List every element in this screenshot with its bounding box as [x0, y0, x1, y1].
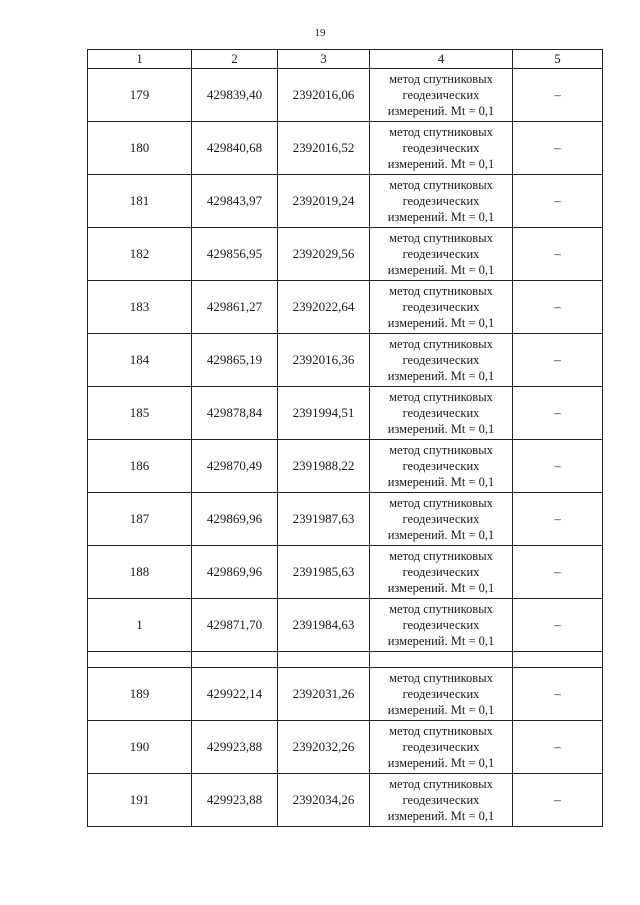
x-coordinate-cell: 429839,40	[192, 69, 278, 122]
point-number-cell: 181	[88, 175, 192, 228]
table-row	[88, 546, 603, 599]
x-coordinate-cell: 429923,88	[192, 774, 278, 827]
x-coordinate-cell: 429865,19	[192, 334, 278, 387]
table-row	[88, 387, 603, 440]
empty-cell	[192, 652, 278, 668]
note-cell: –	[513, 774, 603, 827]
y-coordinate-cell: 2392032,26	[278, 721, 370, 774]
method-cell: метод спутниковых геодезических измерений. Mt = 0,1	[370, 721, 513, 774]
method-cell: метод спутниковых геодезических измерений. Mt = 0,1	[370, 387, 513, 440]
x-coordinate-cell: 429869,96	[192, 493, 278, 546]
y-coordinate-cell: 2392022,64	[278, 281, 370, 334]
method-cell: метод спутниковых геодезических измерений. Mt = 0,1	[370, 493, 513, 546]
empty-cell	[278, 652, 370, 668]
point-number-cell: 188	[88, 546, 192, 599]
point-number-cell: 191	[88, 774, 192, 827]
note-cell: –	[513, 175, 603, 228]
point-number-cell: 186	[88, 440, 192, 493]
empty-cell	[513, 652, 603, 668]
note-cell: –	[513, 122, 603, 175]
table-row	[88, 281, 603, 334]
note-cell: –	[513, 599, 603, 652]
empty-cell	[370, 652, 513, 668]
point-number-cell: 187	[88, 493, 192, 546]
table-header-row	[88, 50, 603, 69]
x-coordinate-cell: 429923,88	[192, 721, 278, 774]
empty-cell	[88, 652, 192, 668]
note-cell: –	[513, 440, 603, 493]
note-cell: –	[513, 228, 603, 281]
point-number-cell: 185	[88, 387, 192, 440]
x-coordinate-cell: 429856,95	[192, 228, 278, 281]
table-row	[88, 599, 603, 652]
point-number-cell: 184	[88, 334, 192, 387]
column-header: 3	[278, 50, 370, 69]
table-row	[88, 334, 603, 387]
table-row	[88, 69, 603, 122]
method-cell: метод спутниковых геодезических измерений. Mt = 0,1	[370, 668, 513, 721]
method-cell: метод спутниковых геодезических измерений. Mt = 0,1	[370, 175, 513, 228]
method-cell: метод спутниковых геодезических измерений. Mt = 0,1	[370, 281, 513, 334]
table-row	[88, 668, 603, 721]
point-number-cell: 190	[88, 721, 192, 774]
point-number-cell: 182	[88, 228, 192, 281]
y-coordinate-cell: 2391987,63	[278, 493, 370, 546]
y-coordinate-cell: 2391985,63	[278, 546, 370, 599]
table-row	[88, 122, 603, 175]
x-coordinate-cell: 429869,96	[192, 546, 278, 599]
note-cell: –	[513, 493, 603, 546]
method-cell: метод спутниковых геодезических измерений. Mt = 0,1	[370, 774, 513, 827]
method-cell: метод спутниковых геодезических измерений. Mt = 0,1	[370, 599, 513, 652]
method-cell: метод спутниковых геодезических измерений. Mt = 0,1	[370, 334, 513, 387]
note-cell: –	[513, 69, 603, 122]
y-coordinate-cell: 2392016,36	[278, 334, 370, 387]
y-coordinate-cell: 2391984,63	[278, 599, 370, 652]
page-number: 19	[314, 27, 326, 39]
point-number-cell: 180	[88, 122, 192, 175]
x-coordinate-cell: 429843,97	[192, 175, 278, 228]
coordinates-table	[87, 49, 603, 827]
x-coordinate-cell: 429878,84	[192, 387, 278, 440]
column-header: 2	[192, 50, 278, 69]
y-coordinate-cell: 2392016,52	[278, 122, 370, 175]
point-number-cell: 1	[88, 599, 192, 652]
y-coordinate-cell: 2392034,26	[278, 774, 370, 827]
y-coordinate-cell: 2391988,22	[278, 440, 370, 493]
y-coordinate-cell: 2392016,06	[278, 69, 370, 122]
table-row	[88, 440, 603, 493]
method-cell: метод спутниковых геодезических измерений. Mt = 0,1	[370, 122, 513, 175]
note-cell: –	[513, 546, 603, 599]
table-body	[88, 69, 603, 827]
note-cell: –	[513, 334, 603, 387]
note-cell: –	[513, 281, 603, 334]
method-cell: метод спутниковых геодезических измерений. Mt = 0,1	[370, 228, 513, 281]
y-coordinate-cell: 2392019,24	[278, 175, 370, 228]
note-cell: –	[513, 668, 603, 721]
table-row	[88, 493, 603, 546]
method-cell: метод спутниковых геодезических измерений. Mt = 0,1	[370, 440, 513, 493]
x-coordinate-cell: 429840,68	[192, 122, 278, 175]
method-cell: метод спутниковых геодезических измерений. Mt = 0,1	[370, 546, 513, 599]
table-row	[88, 175, 603, 228]
y-coordinate-cell: 2391994,51	[278, 387, 370, 440]
table-row	[88, 721, 603, 774]
table-row	[88, 774, 603, 827]
y-coordinate-cell: 2392029,56	[278, 228, 370, 281]
method-cell: метод спутниковых геодезических измерений. Mt = 0,1	[370, 69, 513, 122]
column-header: 4	[370, 50, 513, 69]
separator-row	[88, 652, 603, 668]
point-number-cell: 183	[88, 281, 192, 334]
point-number-cell: 189	[88, 668, 192, 721]
x-coordinate-cell: 429870,49	[192, 440, 278, 493]
point-number-cell: 179	[88, 69, 192, 122]
note-cell: –	[513, 387, 603, 440]
x-coordinate-cell: 429922,14	[192, 668, 278, 721]
note-cell: –	[513, 721, 603, 774]
table-row	[88, 228, 603, 281]
column-header: 5	[513, 50, 603, 69]
x-coordinate-cell: 429861,27	[192, 281, 278, 334]
x-coordinate-cell: 429871,70	[192, 599, 278, 652]
column-header: 1	[88, 50, 192, 69]
y-coordinate-cell: 2392031,26	[278, 668, 370, 721]
